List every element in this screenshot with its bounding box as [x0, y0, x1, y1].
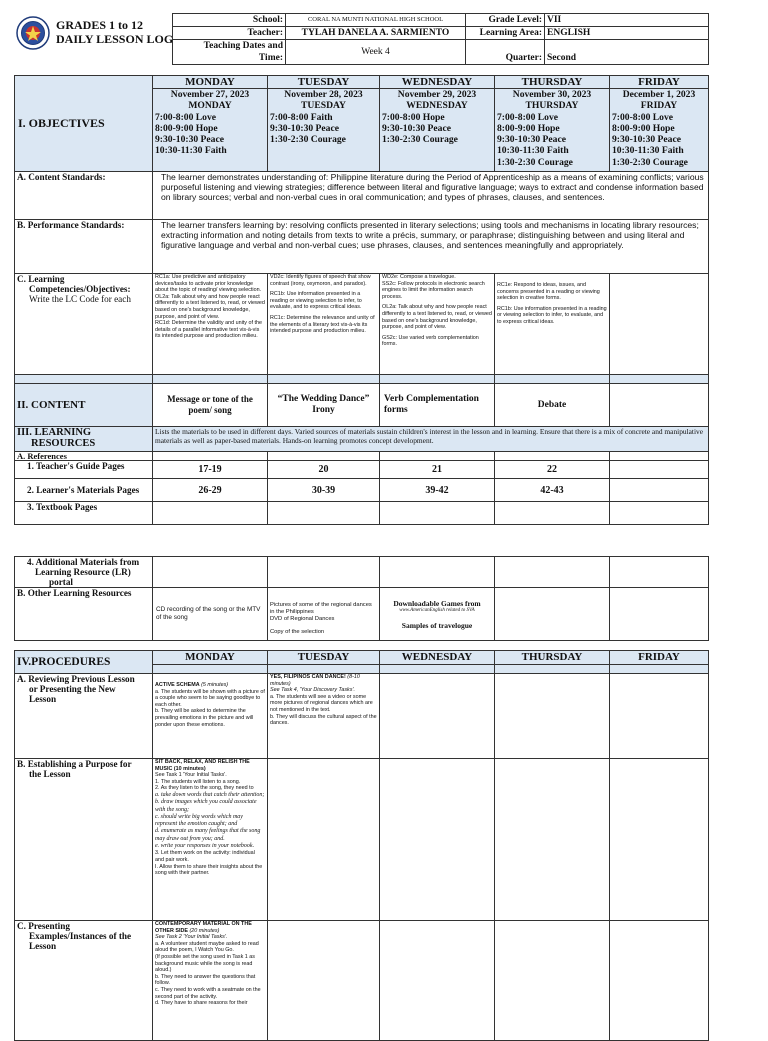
empty-cell — [268, 452, 380, 461]
tg-pages-friday — [610, 461, 709, 479]
lesson-log-table — [14, 75, 709, 525]
schedule-time: 1:30-2:30 Courage — [612, 156, 688, 168]
additional-materials-label-line3: portal — [49, 577, 73, 587]
additional-materials-label-line2: Learning Resource (LR) — [35, 567, 131, 577]
competencies-label-line3: Write the LC Code for each — [29, 294, 131, 304]
schedule-time: 1:30-2:30 Courage — [382, 134, 458, 146]
activity-line: d. They have to share reasons for their — [155, 1000, 248, 1007]
competency-item: RC1c: Determine the relevance and unity of the elements of a literary text vis-à-vis its intended purpose and production milieu. — [270, 314, 375, 335]
activity-line: b. They will be asked to determine the prevailing emotions in the picture and will ponder upon these emotions. — [155, 708, 254, 728]
resource-item: Downloadable Games from — [393, 598, 481, 608]
grade-level-label: Grade Level: — [466, 14, 545, 27]
empty-cell — [610, 921, 709, 1041]
learners-materials-label: 2. Learner's Materials Pages — [15, 479, 153, 502]
content-monday-line1: Message or tone of the — [167, 394, 253, 404]
competency-item: WD2e: Compose a travelogue. — [382, 274, 456, 280]
empty-cell — [153, 452, 268, 461]
content-tuesday — [268, 384, 380, 427]
day-header-friday: FRIDAY — [610, 76, 709, 89]
spacer-cell — [495, 375, 610, 384]
performance-standards-label: B. Performance Standards: — [15, 220, 153, 274]
deped-seal-logo — [16, 16, 50, 50]
schedule-time: 7:00-8:00 Love — [497, 111, 559, 123]
content-tuesday-line2: Irony — [312, 405, 335, 415]
empty-cell — [268, 557, 380, 588]
empty-cell — [380, 557, 495, 588]
schedule-time: 7:00-8:00 Love — [155, 111, 217, 123]
schedule-time: 1:30-2:30 Courage — [270, 134, 346, 146]
schedule-monday — [153, 89, 268, 172]
activity-task: See Task 2 'Your Initial Tasks'. — [155, 934, 228, 941]
spacer-cell — [610, 665, 709, 674]
empty-cell — [153, 502, 268, 525]
schedule-time: 9:30-10:30 Peace — [270, 122, 339, 134]
schedule-time: 7:00-8:00 Love — [612, 111, 674, 123]
other-resources-tuesday — [268, 588, 380, 641]
schedule-time: 9:30-10:30 Peace — [382, 122, 451, 134]
quarter-label: Quarter: — [466, 40, 545, 65]
schedule-date: November 27, 2023 — [170, 89, 250, 100]
activity-time: (20 minutes) — [189, 927, 220, 934]
activity-step: I. Allow them to share their insights about the song with their partner. — [155, 863, 263, 877]
competencies-tuesday — [268, 274, 380, 375]
activity-item: c. should write big words which may represent the emotion caught; and — [155, 813, 243, 828]
resource-item: www.AmericanEnglish related to SVA — [399, 607, 475, 613]
spacer-cell — [153, 375, 268, 384]
teacher-label: Teacher: — [173, 27, 286, 40]
empty-cell — [495, 921, 610, 1041]
empty-cell — [380, 759, 495, 921]
activity-line: (If possible set the song used in Task 1 as background music while the song is read aloud.) — [155, 953, 255, 974]
lm-pages-friday — [610, 479, 709, 502]
spacer-cell — [268, 665, 380, 674]
day-header-tuesday: TUESDAY — [268, 76, 380, 89]
schedule-date: November 30, 2023 — [512, 89, 592, 100]
competency-item: RC1a: Use predictive and anticipatory devices/tasks to activate prior knowledge about the topic of reading/ viewing selection. — [155, 274, 262, 294]
competencies-friday — [610, 274, 709, 375]
empty-cell — [495, 759, 610, 921]
competency-item: SS2c: Follow protocols in electronic search engines to limit the information search process. — [382, 280, 485, 300]
teaching-dates-label-line2: Time: — [258, 53, 283, 63]
proc-b-label-line1: B. Establishing a Purpose for — [17, 759, 132, 769]
objectives-label: I. OBJECTIVES — [18, 116, 105, 130]
empty-cell — [495, 674, 610, 759]
grades-label: GRADES 1 to 12 — [56, 18, 144, 32]
schedule-day: MONDAY — [188, 100, 232, 112]
schedule-time: 8:00-9:00 Hope — [497, 122, 560, 134]
empty-cell — [495, 588, 610, 641]
competency-item: RC1b: Use information presented in a reading or viewing selection to infer, to evaluate, and to express critical ideas. — [497, 305, 607, 325]
spacer-cell — [380, 665, 495, 674]
resource-item: Samples of travelogue — [401, 620, 473, 630]
proc-a-label-line1: A. Reviewing Previous Lesson — [17, 674, 135, 684]
schedule-tuesday — [268, 89, 380, 172]
empty-cell — [380, 502, 495, 525]
schedule-time: 10:30-11:30 Faith — [612, 145, 684, 157]
activity-line: b. They will discuss the cultural aspect of the dances. — [270, 713, 377, 727]
competencies-wednesday — [380, 274, 495, 375]
empty-cell — [153, 557, 268, 588]
quarter-value: Second — [545, 40, 709, 65]
proc-a-label-line2: or Presenting the New — [29, 684, 116, 694]
lm-pages-tuesday: 30-39 — [268, 479, 380, 502]
competencies-label-line1: C. Learning — [17, 274, 65, 284]
lm-pages-monday: 26-29 — [153, 479, 268, 502]
grades-title — [56, 18, 173, 46]
spacer-cell — [495, 665, 610, 674]
day-header-thursday: THURSDAY — [495, 76, 610, 89]
school-value: CORAL NA MUNTI NATIONAL HIGH SCHOOL — [286, 14, 466, 27]
teaching-dates-label — [173, 40, 286, 65]
activity-line: a. The students will see a video or some more pictures of regional dances which are not mentioned in the text. — [270, 693, 373, 713]
proc-b-monday — [153, 759, 268, 921]
procedures-table — [14, 650, 709, 1041]
competencies-monday — [153, 274, 268, 375]
schedule-time: 9:30-10:30 Peace — [497, 134, 566, 146]
empty-cell — [268, 921, 380, 1041]
header-info-table — [172, 13, 709, 65]
resource-item: DVD of Regional Dances — [270, 616, 335, 622]
activity-line: a. The students will be shown with a picture of a couple who seem to be saying goodbye to each other. — [155, 688, 265, 708]
performance-standards-text: The learner transfers learning by: resolving conflicts presented in literary selections; using tools and mechanisms in locating library resources; extracting information and noting details from texts to write a précis, summary, or paraphrase; distinguishing between and using literal and figurative language and verbal and non-verbal cues; use phrases, clauses, and sentences meaningfully and appropriately. — [153, 220, 709, 274]
competency-item: OL2a: Talk about why and how people react differently to a text listened to, read, or viewed based on one's background knowledge, purpose, and point of view. — [382, 304, 492, 331]
empty-cell — [268, 502, 380, 525]
schedule-date: November 29, 2023 — [397, 89, 477, 100]
proc-b-label-line2: the Lesson — [29, 769, 71, 779]
spacer-cell — [153, 665, 268, 674]
schedule-time: 7:00-8:00 Faith — [270, 111, 333, 123]
activity-item: d. enumerate as many feelings that the song may draw out from you; and. — [155, 828, 261, 842]
content-monday-line2: poem/ song — [188, 405, 232, 415]
proc-c-label-line1: C. Presenting — [17, 921, 70, 931]
other-resources-label: B. Other Learning Resources — [15, 588, 153, 641]
spacer-cell — [268, 375, 380, 384]
schedule-time: 8:00-9:00 Hope — [155, 122, 218, 134]
empty-cell — [268, 759, 380, 921]
empty-cell — [610, 588, 709, 641]
proc-header-wednesday: WEDNESDAY — [380, 651, 495, 665]
empty-cell — [495, 557, 610, 588]
content-label: II. CONTENT — [15, 384, 153, 427]
content-thursday: Debate — [495, 384, 610, 427]
schedule-time: 8:00-9:00 Hope — [612, 122, 675, 134]
activity-task: See Task 4, 'Your Discovery Tasks'. — [270, 687, 355, 694]
proc-c-label-line3: Lesson — [29, 941, 57, 951]
content-wednesday-line2: forms — [384, 405, 408, 415]
proc-a-label-line3: Lesson — [29, 694, 57, 704]
schedule-wednesday — [380, 89, 495, 172]
empty-cell — [495, 502, 610, 525]
proc-header-thursday: THURSDAY — [495, 651, 610, 665]
activity-step: 3. Let them work on the activity: individual and pair work. — [155, 850, 255, 863]
day-header-monday: MONDAY — [153, 76, 268, 89]
schedule-date: November 28, 2023 — [284, 89, 363, 100]
activity-step: 2. As they listen to the song, they need to — [155, 785, 254, 792]
learning-resources-description: Lists the materials to be used in different days. Varied sources of materials sustain children's interest in the lesson and in learning. Ensure that there is a mix of concrete and manipulative materials as well as paper-based materials. Hands-on learning promotes concept development. — [153, 427, 709, 452]
log-title: DAILY LESSON LOG — [56, 32, 174, 46]
lm-pages-thursday: 42-43 — [495, 479, 610, 502]
empty-cell — [380, 674, 495, 759]
schedule-time: 9:30-10:30 Peace — [612, 134, 681, 146]
competency-item: GS2c: Use varied verb complementation forms. — [382, 334, 479, 348]
proc-a-tuesday — [268, 674, 380, 759]
competency-item: OL2a: Talk about why and how people react differently to a text listened to, read, or viewed based on one's background knowledge, purpose, and point of view. — [155, 293, 265, 320]
activity-step: 1. The students will listen to a song. — [155, 778, 241, 785]
activity-time: (8-10 minutes) — [270, 674, 360, 687]
lm-pages-wednesday: 39-42 — [380, 479, 495, 502]
learning-resources-label — [15, 427, 153, 452]
empty-cell — [610, 452, 709, 461]
empty-cell — [380, 921, 495, 1041]
teaching-dates-value: Week 4 — [286, 40, 466, 65]
school-label: School: — [173, 14, 286, 27]
teachers-guide-label: 1. Teacher's Guide Pages — [15, 461, 153, 479]
competency-item: RC1b: Use information presented in a reading or viewing selection to infer, to evaluate, and to express critical ideas. — [270, 291, 362, 311]
activity-task: See Task 1 'Your Initial Tasks'. — [155, 772, 227, 779]
empty-cell — [610, 502, 709, 525]
empty-cell — [610, 557, 709, 588]
other-resources-wednesday — [380, 588, 495, 641]
content-standards-text: The learner demonstrates understanding of: Philippine literature during the Period of Apprenticeship as a means of examining conflicts; various purposeful listening and viewing strategies; difference between literal and figurative language; ways to extract and condense information based on library sources; verbal and non-verbal cues in oral communication; and types of phrases, clauses, and sentences. — [153, 172, 709, 220]
additional-materials-table — [14, 556, 709, 641]
content-monday — [153, 384, 268, 427]
grade-level-value: VII — [545, 14, 709, 27]
activity-title: CONTEMPORARY MATERIAL ON THE OTHER SIDE — [155, 921, 252, 934]
schedule-day: WEDNESDAY — [406, 100, 468, 112]
presenting-examples-label — [15, 921, 153, 1041]
competency-item: RC1d: Determine the validity and unity of the details of a parallel informative text vis-à-vis its intended purpose and production milieu. — [155, 320, 262, 340]
content-wednesday-line1: Verb Complementation — [384, 394, 479, 404]
tg-pages-thursday: 22 — [495, 461, 610, 479]
proc-header-tuesday: TUESDAY — [268, 651, 380, 665]
teaching-dates-label-line1: Teaching Dates and — [203, 41, 283, 51]
schedule-date: December 1, 2023 — [622, 89, 696, 100]
proc-c-label-line2: Examples/Instances of the — [29, 931, 132, 941]
activity-line: a. A volunteer student maybe asked to read aloud the poem, I Watch You Go. — [155, 940, 259, 954]
proc-c-monday — [153, 921, 268, 1041]
activity-item: e. write your responses in your notebook. — [155, 843, 255, 850]
competencies-label-line2: Competencies/Objectives: — [29, 284, 131, 294]
content-standards-label: A. Content Standards: — [15, 172, 153, 220]
empty-cell — [380, 452, 495, 461]
resource-item: Copy of the selection — [270, 629, 325, 635]
learning-area-value: ENGLISH — [545, 27, 709, 40]
other-resources-monday: CD recording of the song or the MTV of the song — [153, 588, 268, 641]
additional-materials-label-line1: 4. Additional Materials from — [27, 557, 140, 567]
spacer-cell — [15, 375, 153, 384]
schedule-day: THURSDAY — [525, 100, 579, 112]
proc-header-friday: FRIDAY — [610, 651, 709, 665]
activity-title: YES, FILIPINOS CAN DANCE! — [270, 674, 346, 680]
empty-cell — [610, 759, 709, 921]
additional-materials-label — [15, 557, 153, 588]
activity-item: b. draw images which you could associate with the song; — [155, 799, 257, 813]
content-tuesday-line1: “The Wedding Dance” — [277, 394, 370, 404]
empty-cell — [495, 452, 610, 461]
references-label: A. References — [15, 452, 153, 461]
tg-pages-monday: 17-19 — [153, 461, 268, 479]
schedule-time: 1:30-2:30 Courage — [497, 156, 573, 168]
learning-resources-label-line2: RESOURCES — [31, 438, 96, 449]
content-wednesday — [380, 384, 495, 427]
learning-resources-label-line1: III. LEARNING — [17, 427, 92, 438]
establishing-purpose-label — [15, 759, 153, 921]
activity-title: SIT BACK, RELAX, AND RELISH THE MUSIC (10 minutes) — [155, 759, 250, 772]
competencies-thursday — [495, 274, 610, 375]
proc-a-monday — [153, 674, 268, 759]
schedule-day: TUESDAY — [301, 100, 346, 112]
proc-header-monday: MONDAY — [153, 651, 268, 665]
schedule-time: 10:30-11:30 Faith — [497, 145, 569, 157]
activity-line: b. They need to answer the questions that follow. — [155, 973, 256, 987]
textbook-pages-label: 3. Textbook Pages — [15, 502, 153, 525]
tg-pages-wednesday: 21 — [380, 461, 495, 479]
schedule-friday — [610, 89, 709, 172]
schedule-time: 9:30-10:30 Peace — [155, 134, 224, 146]
activity-item: a. take down words that catch their attention; — [155, 791, 265, 798]
resource-item: Pictures of some of the regional dances in the Philippines — [270, 602, 372, 615]
competency-item: VD2c: Identify figures of speech that show contrast (irony, oxymoron, and paradox). — [270, 274, 371, 287]
competency-item: RC1e: Respond to ideas, issues, and concerns presented in a reading or viewing selection in creative forms. — [497, 282, 600, 302]
teacher-value: TYLAH DANELA A. SARMIENTO — [286, 27, 466, 40]
spacer-cell — [380, 375, 495, 384]
spacer-cell — [610, 375, 709, 384]
learning-area-label: Learning Area: — [466, 27, 545, 40]
activity-time: (5 minutes) — [201, 682, 229, 688]
competencies-label — [15, 274, 153, 375]
day-header-wednesday: WEDNESDAY — [380, 76, 495, 89]
tg-pages-tuesday: 20 — [268, 461, 380, 479]
empty-cell — [610, 674, 709, 759]
procedures-label: IV.PROCEDURES — [15, 651, 153, 674]
reviewing-previous-lesson-label — [15, 674, 153, 759]
content-friday — [610, 384, 709, 427]
schedule-time: 7:00-8:00 Hope — [382, 111, 445, 123]
schedule-thursday — [495, 89, 610, 172]
schedule-day: FRIDAY — [640, 100, 678, 112]
activity-title: ACTIVE SCHEMA — [155, 682, 200, 688]
schedule-time: 10:30-11:30 Faith — [155, 145, 227, 157]
activity-line: c. They need to work with a seatmate on the second part of the activity. — [155, 986, 261, 1000]
